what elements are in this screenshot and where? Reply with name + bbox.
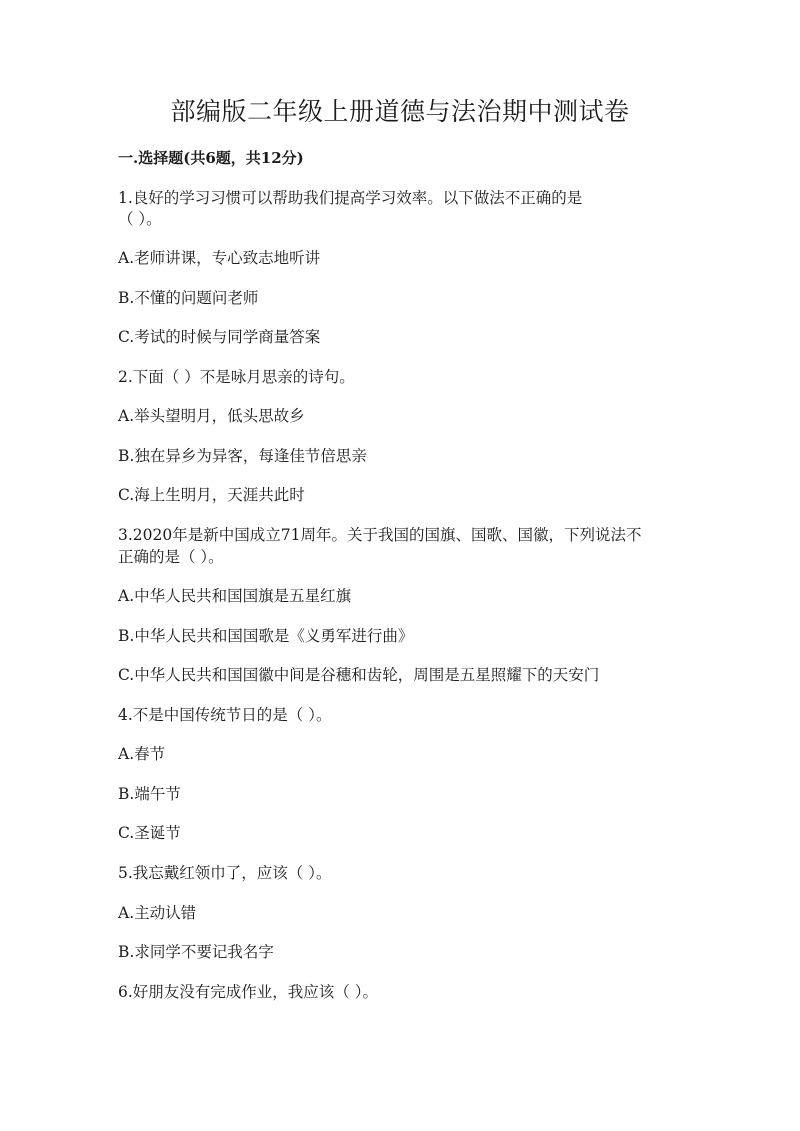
question-6-stem-line-1: 6.好朋友没有完成作业，我应该（ ）。 bbox=[118, 983, 378, 1001]
question-3-stem-line-1: 3.2020年是新中国成立71周年。关于我国的国旗、国歌、国徽，下列说法不 bbox=[118, 526, 642, 544]
question-4-option-a: A.春节 bbox=[118, 745, 166, 763]
section-header: 一.选择题(共6题，共12分) bbox=[118, 149, 304, 167]
question-2-option-b: B.独在异乡为异客，每逢佳节倍思亲 bbox=[118, 447, 367, 465]
question-5-option-a: A.主动认错 bbox=[118, 904, 197, 922]
question-1-stem-line-1: 1.良好的学习习惯可以帮助我们提高学习效率。以下做法不正确的是 bbox=[118, 189, 583, 207]
question-2-stem-line-1: 2.下面（ ）不是咏月思亲的诗句。 bbox=[118, 368, 355, 386]
question-5-option-b: B.求同学不要记我名字 bbox=[118, 943, 274, 961]
page-title: 部编版二年级上册道德与法治期中测试卷 bbox=[170, 97, 630, 126]
question-1-option-a: A.老师讲课，专心致志地听讲 bbox=[118, 249, 321, 267]
question-4-option-b: B.端午节 bbox=[118, 785, 181, 803]
question-5-stem-line-1: 5.我忘戴红领巾了，应该（ ）。 bbox=[118, 864, 332, 882]
question-4-stem-line-1: 4.不是中国传统节日的是（ ）。 bbox=[118, 706, 332, 724]
question-1-option-c: C.考试的时候与同学商量答案 bbox=[118, 328, 321, 346]
question-3-option-b: B.中华人民共和国国歌是《义勇军进行曲》 bbox=[118, 627, 414, 645]
question-3-option-a: A.中华人民共和国国旗是五星红旗 bbox=[118, 587, 352, 605]
question-1-option-b: B.不懂的问题问老师 bbox=[118, 289, 259, 307]
question-2-option-a: A.举头望明月，低头思故乡 bbox=[118, 407, 305, 425]
question-1-stem-line-2: （ ）。 bbox=[118, 210, 162, 228]
question-4-option-c: C.圣诞节 bbox=[118, 824, 181, 842]
question-2-option-c: C.海上生明月，天涯共此时 bbox=[118, 486, 305, 504]
question-3-stem-line-2: 正确的是（ ）。 bbox=[118, 548, 224, 566]
question-3-option-c: C.中华人民共和国国徽中间是谷穗和齿轮，周围是五星照耀下的天安门 bbox=[118, 666, 600, 684]
